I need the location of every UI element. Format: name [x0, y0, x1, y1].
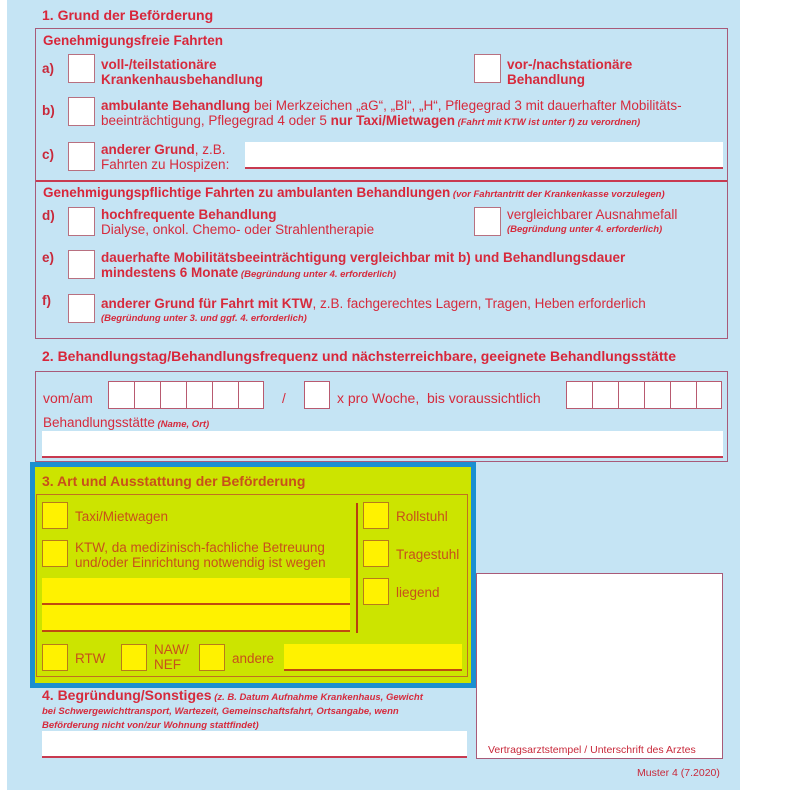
- section2-title: 2. Behandlungstag/Behandlungsfrequenz und nächsterreichbare, geeignete Behandlungsstätte: [42, 348, 676, 364]
- d-text: Dialyse, onkol. Chemo- oder Strahlentherapie: [101, 222, 375, 237]
- slash-separator: /: [282, 391, 286, 406]
- from-date-digit[interactable]: [134, 381, 160, 409]
- c-text2: Fahrten zu Hospizen:: [101, 157, 230, 172]
- from-date-field[interactable]: [108, 381, 264, 409]
- facility-field[interactable]: [42, 431, 723, 458]
- rtw-label: RTW: [75, 651, 106, 666]
- b-bold1: ambulante Behandlung: [101, 98, 251, 113]
- liegend-label: liegend: [396, 585, 440, 600]
- checkbox-a-pre-post[interactable]: [474, 54, 501, 83]
- from-date-digit[interactable]: [238, 381, 264, 409]
- section4-note-3: Beförderung nicht von/zur Wohnung stattfindet): [42, 720, 259, 731]
- checkbox-naw-nef[interactable]: [121, 644, 147, 671]
- e-bold2: mindestens 6 Monate: [101, 265, 239, 280]
- from-date-digit[interactable]: [160, 381, 186, 409]
- label-f-ktw: [101, 296, 646, 326]
- c-text1: , z.B.: [194, 142, 226, 157]
- section3-title: 3. Art und Ausstattung der Beförderung: [42, 473, 306, 489]
- label-b-outpatient: [101, 98, 682, 130]
- d-right-note: (Begründung unter 4. erforderlich): [507, 224, 663, 235]
- label-d-high-frequency: [101, 207, 374, 237]
- checkbox-ktw[interactable]: [42, 540, 68, 567]
- section1-divider: [36, 180, 727, 182]
- section1-title: 1. Grund der Beförderung: [42, 7, 214, 23]
- checkbox-d-exception[interactable]: [474, 207, 501, 236]
- checkbox-d-high-frequency[interactable]: [68, 207, 95, 236]
- checkbox-e-mobility[interactable]: [68, 250, 95, 279]
- naw-line2: NEF: [154, 657, 181, 672]
- reason-field[interactable]: [42, 731, 467, 758]
- section4-title: 4. Begründung/Sonstiges: [42, 687, 212, 703]
- until-date-digit[interactable]: [592, 381, 618, 409]
- until-date-field[interactable]: [566, 381, 722, 409]
- marker-c: c): [42, 147, 55, 162]
- label-a-right-line2: Behandlung: [507, 72, 585, 87]
- facility-note: (Name, Ort): [154, 419, 210, 430]
- ktw-reason-field-2[interactable]: [42, 605, 350, 632]
- until-date-digit[interactable]: [670, 381, 696, 409]
- c-bold: anderer Grund: [101, 142, 195, 157]
- marker-b: b): [42, 103, 55, 118]
- d-bold: hochfrequente Behandlung: [101, 207, 277, 222]
- section4-header: [42, 688, 472, 733]
- from-date-digit[interactable]: [212, 381, 238, 409]
- label-a-pre-post: [507, 57, 632, 87]
- label-c-other: [101, 142, 229, 172]
- per-week-label: x pro Woche, bis voraussichtlich: [337, 390, 541, 406]
- label-a-line1: voll-/teilstationäre: [101, 57, 217, 72]
- tragestuhl-label: Tragestuhl: [396, 547, 460, 562]
- label-a-line2: Krankenhausbehandlung: [101, 72, 264, 87]
- checkbox-rollstuhl[interactable]: [363, 502, 389, 529]
- until-date-digit[interactable]: [696, 381, 722, 409]
- b-note: (Fahrt mit KTW ist unter f) zu verordnen): [454, 117, 641, 128]
- b-bold2: nur Taxi/Mietwagen: [330, 113, 455, 128]
- rollstuhl-label: Rollstuhl: [396, 509, 448, 524]
- f-text: , z.B. fachgerechtes Lagern, Tragen, Heben erforderlich: [312, 296, 646, 311]
- ktw-line1: KTW, da medizinisch-fachliche Betreuung: [75, 540, 325, 555]
- checkbox-taxi[interactable]: [42, 502, 68, 529]
- andere-field[interactable]: [284, 644, 462, 671]
- naw-line1: NAW/: [154, 642, 189, 657]
- until-date-digit[interactable]: [618, 381, 644, 409]
- from-label: vom/am: [43, 390, 93, 406]
- checkbox-liegend[interactable]: [363, 578, 389, 605]
- marker-e: e): [42, 250, 55, 265]
- facility-label: [43, 415, 209, 432]
- naw-nef-label: [154, 642, 189, 672]
- section4-note-1: (z. B. Datum Aufnahme Krankenhaus, Gewicht: [211, 692, 423, 703]
- from-date-digit[interactable]: [186, 381, 212, 409]
- e-note: (Begründung unter 4. erforderlich): [238, 269, 397, 280]
- checkbox-b-outpatient[interactable]: [68, 97, 95, 126]
- free-trips-title: Genehmigungsfreie Fahrten: [43, 33, 224, 48]
- marker-f: f): [42, 293, 51, 308]
- checkbox-tragestuhl[interactable]: [363, 540, 389, 567]
- checkbox-rtw[interactable]: [42, 644, 68, 671]
- marker-d: d): [42, 208, 55, 223]
- ktw-reason-field-1[interactable]: [42, 578, 350, 605]
- checkbox-a-inpatient[interactable]: [68, 54, 95, 83]
- marker-a: a): [42, 61, 55, 76]
- andere-label: andere: [232, 651, 275, 666]
- doctor-stamp-box[interactable]: [476, 573, 723, 759]
- section3-column-divider: [356, 503, 358, 633]
- ktw-label: [75, 540, 326, 570]
- label-a-right-line1: vor-/nachstationäre: [507, 57, 633, 72]
- b-text2: beeinträchtigung, Pflegegrad 4 oder 5: [101, 113, 331, 128]
- approval-title-note: (vor Fahrtantritt der Krankenkasse vorzulegen): [450, 189, 665, 200]
- until-date-digit[interactable]: [644, 381, 670, 409]
- label-e-mobility: [101, 250, 625, 282]
- f-bold: anderer Grund für Fahrt mit KTW: [101, 296, 313, 311]
- label-d-exception: [507, 207, 677, 237]
- frequency-digit[interactable]: [304, 381, 330, 409]
- from-date-digit[interactable]: [108, 381, 134, 409]
- ktw-line2: und/oder Einrichtung notwendig ist wegen: [75, 555, 326, 570]
- f-note: (Begründung unter 3. und ggf. 4. erforderlich): [101, 313, 307, 324]
- taxi-label: Taxi/Mietwagen: [75, 509, 169, 524]
- until-date-digit[interactable]: [566, 381, 592, 409]
- checkbox-andere[interactable]: [199, 644, 225, 671]
- checkbox-c-other[interactable]: [68, 142, 95, 171]
- hospice-field[interactable]: [245, 142, 723, 169]
- frequency-field[interactable]: [304, 381, 330, 409]
- form-version: Muster 4 (7.2020): [637, 767, 720, 779]
- e-bold1: dauerhafte Mobilitätsbeeinträchtigung vergleichbar mit b) und Behandlungsdauer: [101, 250, 626, 265]
- section4-note-2: bei Schwergewichttransport, Wartezeit, Gemeinschaftsfahrt, Ortsangabe, wenn: [42, 706, 399, 717]
- label-a-inpatient: [101, 57, 263, 87]
- approval-trips-title: [43, 185, 665, 200]
- stamp-label: Vertragsarztstempel / Unterschrift des Arztes: [488, 744, 696, 756]
- approval-title-text: Genehmigungspflichtige Fahrten zu ambulanten Behandlungen: [43, 185, 451, 200]
- facility-label-text: Behandlungsstätte: [43, 415, 155, 430]
- b-text1: bei Merkzeichen „aG“, „Bl“, „H“, Pflegegrad 3 mit dauerhafter Mobilitäts-: [250, 98, 682, 113]
- checkbox-f-ktw[interactable]: [68, 294, 95, 323]
- d-right-label: vergleichbarer Ausnahmefall: [507, 207, 678, 222]
